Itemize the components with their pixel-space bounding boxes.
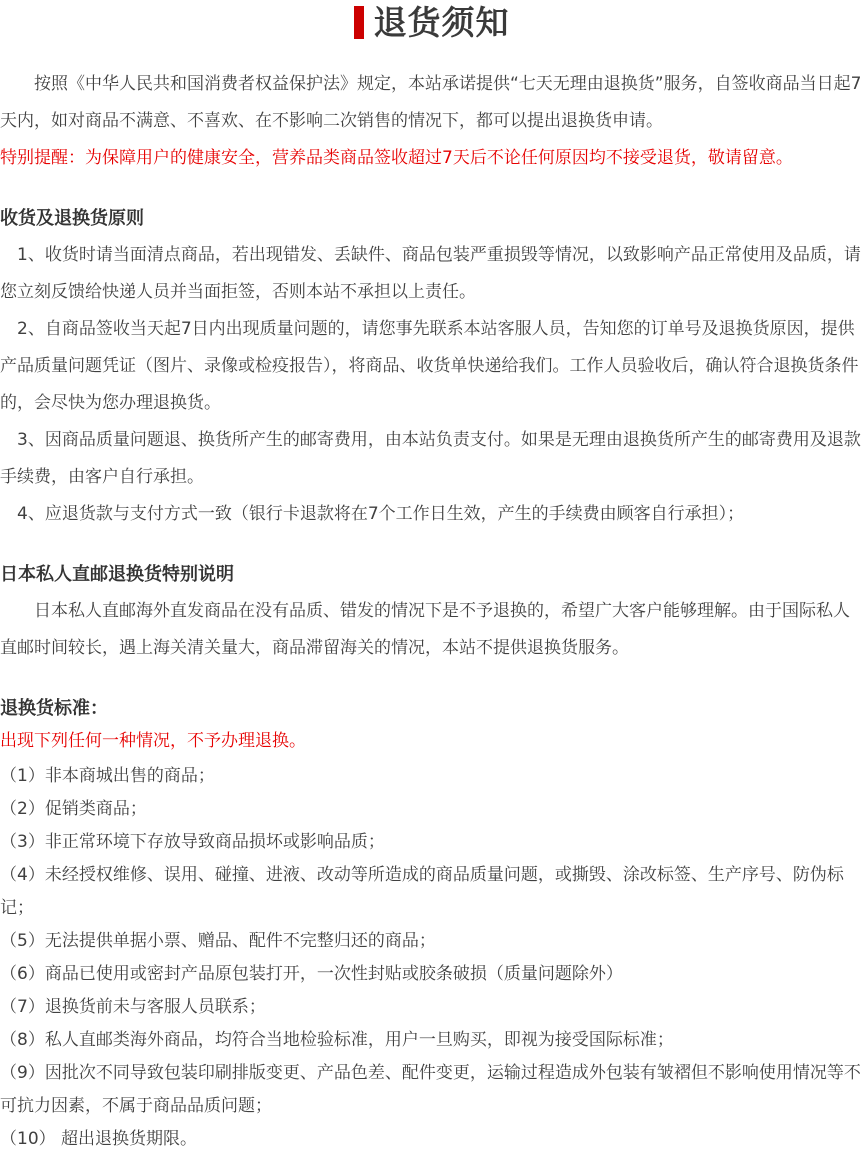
- return-standards-warning: 出现下列任何一种情况，不予办理退换。: [0, 731, 306, 751]
- principle-item-2: 2、自商品签收当天起7日内出现质量问题的，请您事先联系本站客服人员，告知您的订单号及退换货原因，提供产品质量问题凭证（图片、录像或检疫报告），将商品、收货单快递给我们。工作人员验收后，确认符合退换货条件的，会尽快为您办理退换货。: [0, 319, 859, 413]
- intro-paragraph: 按照《中华人民共和国消费者权益保护法》规定，本站承诺提供“七天无理由退换货”服务，自签收商品当日起7天内，如对商品不满意、不喜欢、在不影响二次销售的情况下，都可以提出退换货申请。: [0, 74, 862, 131]
- section-heading-return-standards: 退换货标准：: [0, 698, 108, 719]
- return-standards-list: [0, 760, 863, 1156]
- standard-item-4: （4）未经授权维修、误用、碰撞、进液、改动等所造成的商品质量问题，或撕毁、涂改标签、生产序号、防伪标记；: [0, 865, 844, 918]
- standard-item-2: （2）促销类商品；: [0, 799, 147, 819]
- page-title-text: 退货须知: [373, 3, 510, 42]
- japan-direct-mail-paragraph: 日本私人直邮海外直发商品在没有品质、错发的情况下是不予退换的，希望广大客户能够理解。由于国际私人直邮时间较长，遇上海关清关量大，商品滞留海关的情况，本站不提供退换货服务。: [0, 601, 850, 658]
- standard-item-1: （1）非本商城出售的商品；: [0, 766, 215, 786]
- section-heading-japan-direct-mail: 日本私人直邮退换货特别说明: [0, 564, 234, 585]
- page-title: [0, 0, 863, 51]
- title-accent-bar-icon: [354, 6, 364, 39]
- receiving-principles-list: [0, 237, 863, 533]
- standard-item-10: （10） 超出退换货期限。: [0, 1129, 198, 1149]
- standard-item-5: （5）无法提供单据小票、赠品、配件不完整归还的商品；: [0, 931, 436, 951]
- principle-item-4: 4、应退货款与支付方式一致（银行卡退款将在7个工作日生效，产生的手续费由顾客自行承担）；: [17, 504, 745, 524]
- principle-item-1: 1、收货时请当面清点商品，若出现错发、丢缺件、商品包装严重损毁等情况，以致影响产品正常使用及品质，请您立刻反馈给快递人员并当面拒签，否则本站不承担以上责任。: [0, 245, 861, 302]
- standard-item-8: （8）私人直邮类海外商品，均符合当地检验标准，用户一旦购买，即视为接受国际标准；: [0, 1030, 674, 1050]
- standard-item-3: （3）非正常环境下存放导致商品损坏或影响品质；: [0, 832, 385, 852]
- section-heading-receiving-principles: 收货及退换货原则: [0, 208, 144, 229]
- principle-item-3: 3、因商品质量问题退、换货所产生的邮寄费用，由本站负责支付。如果是无理由退换货所产生的邮寄费用及退款手续费，由客户自行承担。: [0, 430, 861, 487]
- standard-item-6: （6）商品已使用或密封产品原包装打开，一次性封贴或胶条破损（质量问题除外）: [0, 964, 623, 984]
- standard-item-7: （7）退换货前未与客服人员联系；: [0, 997, 266, 1017]
- standard-item-9: （9）因批次不同导致包装印刷排版变更、产品色差、配件变更，运输过程造成外包装有皱褶但不影响使用情况等不可抗力因素，不属于商品品质问题；: [0, 1063, 861, 1116]
- special-notice: 特别提醒：为保障用户的健康安全，营养品类商品签收超过7天后不论任何原因均不接受退货，敬请留意。: [0, 148, 793, 168]
